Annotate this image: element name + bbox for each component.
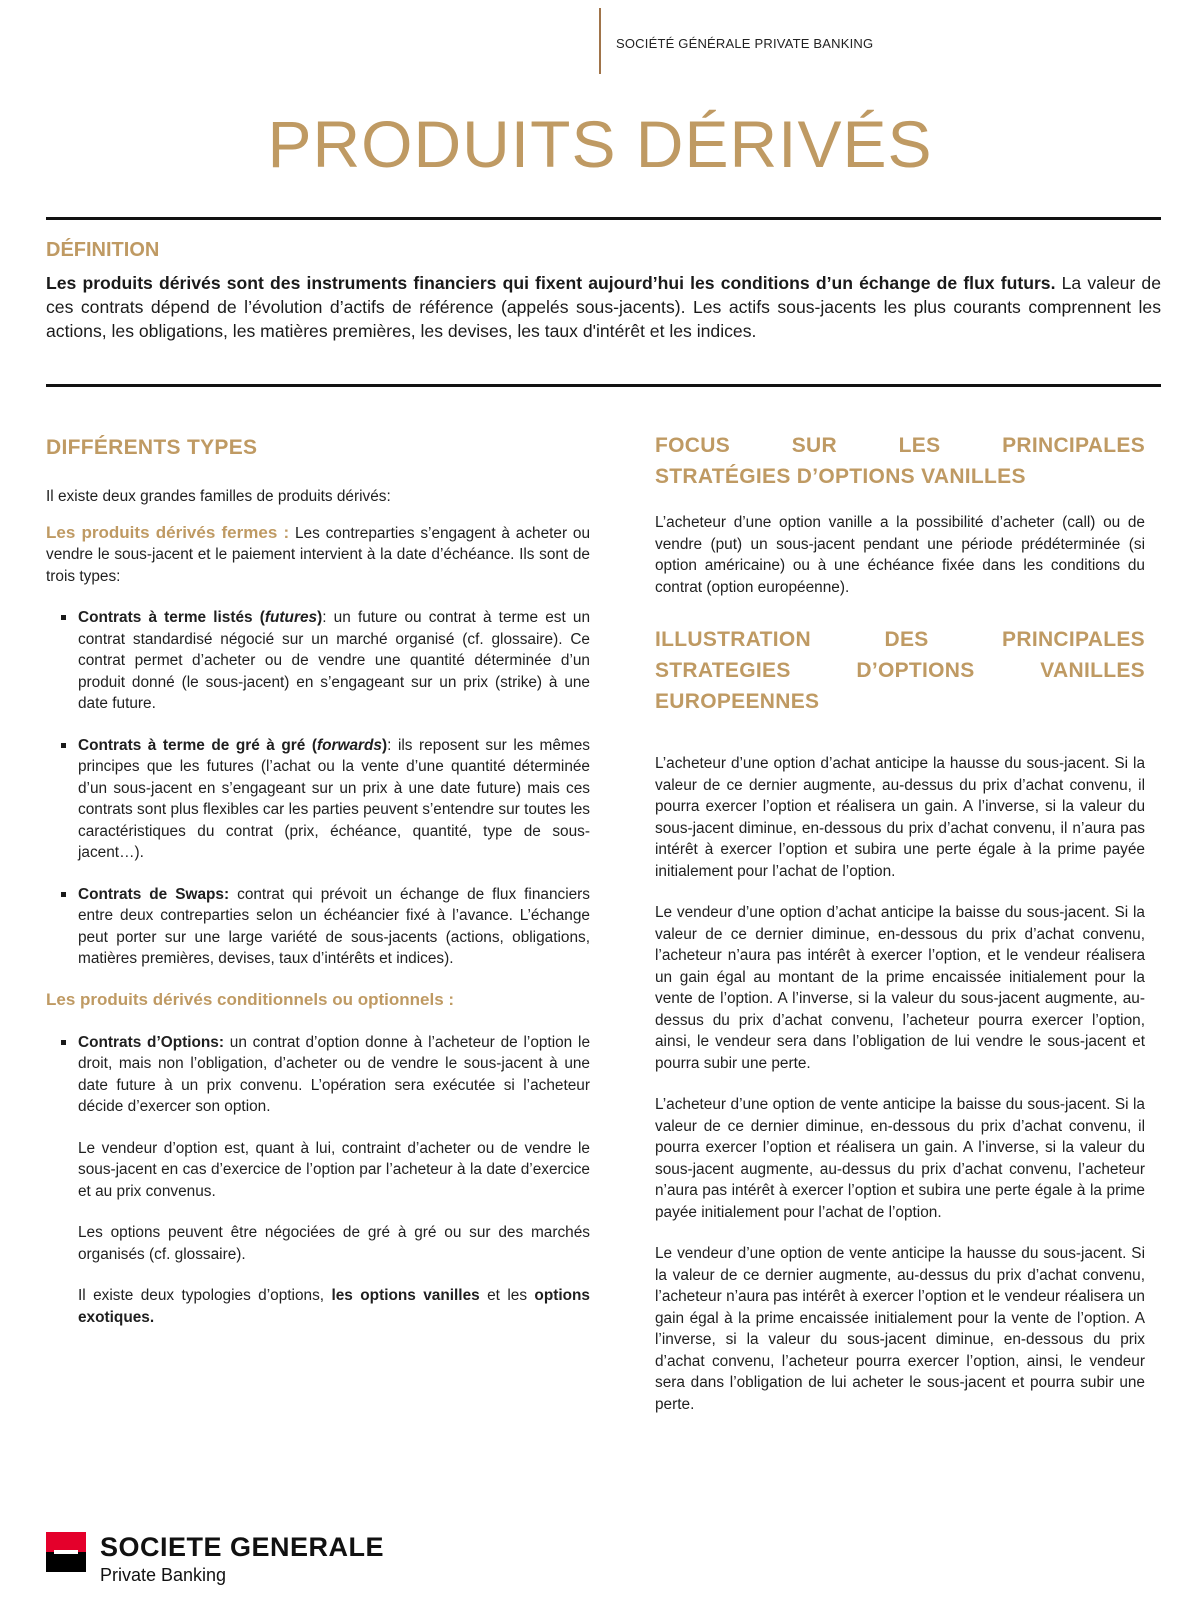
conditionnels-heading: Les produits dérivés conditionnels ou optionnels : xyxy=(46,989,455,1009)
definition-heading: DÉFINITION xyxy=(46,239,160,261)
fermes-list xyxy=(46,607,590,970)
vendeur-paragraph: Le vendeur d’option est, quant à lui, contraint d’acheter ou de vendre le sous-jacent en cas d’exercice de l’option par l’acheteur à la date d’exercice et au prix convenus. xyxy=(78,1139,590,1200)
forwards-text: : ils reposent sur les mêmes principes que les futures (l’achat ou la vente d’une quantité déterminée d’un sous-jacent en s’engageant sur un prix à une date future) mais ces contrats sont plus flexibles car les parties peuvent s’entendre sur toutes les caractéristiques du contrat (prix, échéance, quantité, type de sous-jacent…). xyxy=(78,736,590,861)
focus-heading-line2: STRATÉGIES D’OPTIONS VANILLES xyxy=(655,465,1026,488)
types-intro: Il existe deux grandes familles de produits dérivés: xyxy=(46,488,391,505)
forwards-label: Contrats à terme de gré à gré ( xyxy=(78,736,317,754)
swaps-label: Contrats de Swaps: xyxy=(78,885,230,903)
illustration-paragraph-2: Le vendeur d’une option d’achat anticipe la baisse du sous-jacent. Si la valeur de ce dernier diminue, en-dessous du prix d’achat convenu, l’acheteur n’aura pas intérêt à exercer l’option, et le vendeur réalisera un gain égal au montant de la prime encaissée initialement pour la vente de l’option. A l’inverse, si la valeur du sous-jacent augmente, au-dessus du prix d’achat convenu, l’acheteur pourra exercer l’option, ainsi, le vendeur sera dans l’obligation de lui vendre le sous-jacent et pourra subir une perte. xyxy=(655,904,1145,1072)
negociees-paragraph: Les options peuvent être négociées de gré à gré ou sur des marchés organisés (cf. glossaire). xyxy=(78,1224,590,1263)
logo-subtitle: Private Banking xyxy=(100,1565,227,1585)
options-list xyxy=(46,1032,590,1118)
typologies-text: Il existe deux typologies d’options, xyxy=(78,1287,332,1304)
logo-name: SOCIETE GENERALE xyxy=(100,1532,385,1562)
illustration-heading-line1: ILLUSTRATION DES PRINCIPALES xyxy=(655,628,1145,651)
header-divider xyxy=(599,8,601,74)
futures-label-end: ) xyxy=(317,609,323,626)
bottom-rule xyxy=(46,384,1161,387)
fermes-paragraph xyxy=(46,522,590,588)
forwards-label-end: ) xyxy=(382,736,388,754)
societe-generale-logo xyxy=(46,1532,446,1592)
fermes-text: Les contreparties s’engagent à acheter ou vendre le sous-jacent et le paiement intervient à la date d’échéance. Ils sont de trois types: xyxy=(46,524,591,585)
illustration-paragraph-3: L’acheteur d’une option de vente anticipe la baisse du sous-jacent. Si la valeur de ce dernier diminue, en-dessous du prix d’achat convenu, il pourra exercer l’option et réalisera un gain. A l’inverse, si la valeur du sous-jacent augmente, au-dessus du prix d’achat convenu, l’acheteur n’aura pas intérêt à exercer l’option et subira une perte égale à la prime payée initialement pour l’achat de l’option. xyxy=(655,1096,1145,1221)
illustration-heading-line2: STRATEGIES D’OPTIONS VANILLES xyxy=(655,659,1145,682)
strategies-column xyxy=(655,430,1145,1415)
list-item-forwards xyxy=(78,735,590,864)
list-item-options xyxy=(78,1032,590,1118)
focus-heading xyxy=(655,430,1145,492)
top-rule xyxy=(46,217,1161,220)
exotiques-bold: options exotiques. xyxy=(78,1287,590,1326)
types-column xyxy=(46,436,590,1328)
types-heading: DIFFÉRENTS TYPES xyxy=(46,436,258,459)
definition-lead: Les produits dérivés sont des instruments financiers qui fixent aujourd’hui les conditions d’un échange de flux futurs. xyxy=(46,273,1056,293)
futures-em: futures xyxy=(264,609,318,626)
futures-text: : un future ou contrat à terme est un contrat standardisé négocié sur un marché organisé (cf. glossaire). Ce contrat permet d’acheter ou de vendre une quantité déterminée d’un produit donné (le sous-jacent) en s’engageant sur un prix (strike) à une date future. xyxy=(78,609,591,712)
forwards-em: forwards xyxy=(317,736,382,754)
et-les-text: et les xyxy=(479,1287,535,1304)
vanilles-bold: les options vanilles xyxy=(331,1287,480,1304)
header-brand: SOCIÉTÉ GÉNÉRALE PRIVATE BANKING xyxy=(616,36,874,51)
options-label: Contrats d’Options: xyxy=(78,1033,224,1051)
list-item-swaps xyxy=(78,884,590,970)
fermes-label: Les produits dérivés fermes : xyxy=(46,522,290,542)
typologies-paragraph xyxy=(46,1285,590,1328)
definition-text xyxy=(46,271,1161,343)
definition-body: La valeur de ces contrats dépend de l’évolution d’actifs de référence (appelés sous-jacents). Les actifs sous-jacents les plus courants comprennent les actions, les obligations, les matières premières, les devises, les taux d'intérêt et les indices. xyxy=(46,273,1161,341)
illustration-paragraph-1: L’acheteur d’une option d’achat anticipe la hausse du sous-jacent. Si la valeur de ce dernier augmente, au-dessus du prix d’achat convenu, il pourra exercer l’option et réalisera un gain. A l’inverse, si la valeur du sous-jacent diminue, en-dessous du prix d’achat convenu, il n’aura pas intérêt à exercer l’option et subira une perte égale à la prime payée initialement pour l’achat de l’option. xyxy=(655,755,1145,880)
focus-heading-line1: FOCUS SUR LES PRINCIPALES xyxy=(655,434,1145,457)
illustration-heading-line3: EUROPEENNES xyxy=(655,690,820,713)
focus-text: L’acheteur d’une option vanille a la possibilité d’acheter (call) ou de vendre (put) un sous-jacent pendant une période prédéterminée (si option américaine) ou à une échéance fixée dans les conditions du contrat (option européenne). xyxy=(655,514,1145,596)
illustration-heading xyxy=(655,624,1145,717)
futures-label: Contrats à terme listés ( xyxy=(78,609,265,626)
options-text: un contrat d’option donne à l’acheteur de l’option le droit, mais non l’obligation, d’acheter ou de vendre le sous-jacent à une date future à un prix convenu. L’opération sera exécutée si l’acheteur décide d’exercer son option. xyxy=(78,1033,590,1115)
page-title: PRODUITS DÉRIVÉS xyxy=(267,107,933,181)
list-item-futures xyxy=(78,607,590,715)
swaps-text: contrat qui prévoit un échange de flux financiers entre deux contreparties selon un échéancier fixé à l’avance. L’échange peut porter sur une large variété de sous-jacents (actions, obligations, matières premières, devises, taux d’intérêts et indices). xyxy=(78,885,591,967)
illustration-paragraph-4: Le vendeur d’une option de vente anticipe la hausse du sous-jacent. Si la valeur de ce dernier augmente, au-dessus du prix d’achat convenu, l’acheteur n’aura pas intérêt à exercer l’option et le vendeur réalisera un gain égal à la prime encaissée initialement pour la vente de l’option. A l’inverse, si la valeur du sous-jacent diminue, en-dessous du prix d’achat convenu, l’acheteur pourra exercer l’option, ainsi, le vendeur sera dans l’obligation de lui acheter le sous-jacent et pourra subir une perte. xyxy=(655,1245,1145,1413)
logo-mark-icon xyxy=(46,1532,86,1572)
